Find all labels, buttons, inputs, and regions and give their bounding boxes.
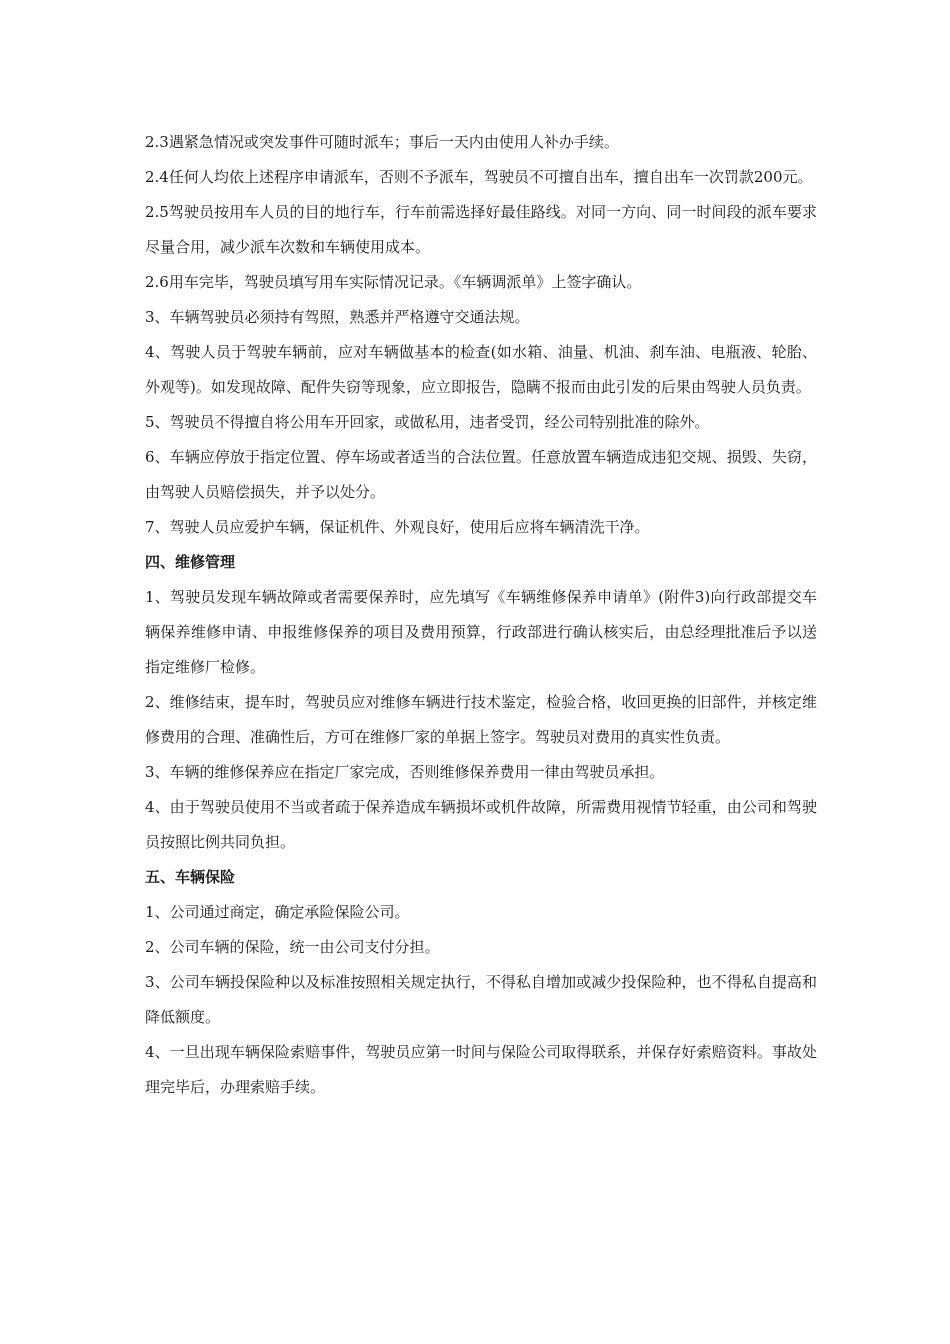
maintenance-item-2: 2、维修结束，提车时，驾驶员应对维修车辆进行技术鉴定，检验合格，收回更换的旧部件，并核定维修费用的合理、准确性后，方可在维修厂家的单据上签字。驾驶员对费用的真实性负责。 [145,693,817,746]
paragraph-item-3: 3、车辆驾驶员必须持有驾照，熟悉并严格遵守交通法规。 [145,308,530,326]
paragraph-2-5: 2.5驾驶员按用车人员的目的地行车，行车前需选择好最佳路线。对同一方向、同一时间段的派车要求尽量合用，减少派车次数和车辆使用成本。 [145,203,817,256]
paragraph-2-6: 2.6用车完毕，驾驶员填写用车实际情况记录。《车辆调派单》上签字确认。 [145,273,642,291]
maintenance-item-3: 3、车辆的维修保养应在指定厂家完成，否则维修保养费用一律由驾驶员承担。 [145,763,665,781]
document-body [145,125,817,1105]
insurance-item-1: 1、公司通过商定，确定承险保险公司。 [145,903,410,921]
section-heading-insurance: 五、车辆保险 [145,868,236,886]
paragraph-item-6: 6、车辆应停放于指定位置、停车场或者适当的合法位置。任意放置车辆造成违犯交规、损毁、失窃，由驾驶人员赔偿损失，并予以处分。 [145,448,817,501]
maintenance-item-1: 1、驾驶员发现车辆故障或者需要保养时，应先填写《车辆维修保养申请单》(附件3)向行政部提交车辆保养维修申请、申报维修保养的项目及费用预算，行政部进行确认核实后，由总经理批准后予以送指定维修厂检修。 [145,588,817,676]
paragraph-item-4: 4、驾驶人员于驾驶车辆前，应对车辆做基本的检查(如水箱、油量、机油、刹车油、电瓶液、轮胎、外观等)。如发现故障、配件失窃等现象，应立即报告，隐瞒不报而由此引发的后果由驾驶人员负责。 [145,343,817,396]
maintenance-item-4: 4、由于驾驶员使用不当或者疏于保养造成车辆损坏或机件故障，所需费用视情节轻重，由公司和驾驶员按照比例共同负担。 [145,798,817,851]
paragraph-2-4: 2.4任何人均依上述程序申请派车，否则不予派车，驾驶员不可擅自出车，擅自出车一次罚款200元。 [145,168,813,186]
section-heading-maintenance: 四、维修管理 [145,553,236,571]
insurance-item-3: 3、公司车辆投保险种以及标准按照相关规定执行，不得私自增加或减少投保险种，也不得私自提高和降低额度。 [145,973,817,1026]
paragraph-2-3: 2.3遇紧急情况或突发事件可随时派车；事后一天内由使用人补办手续。 [145,133,619,151]
insurance-item-2: 2、公司车辆的保险，统一由公司支付分担。 [145,938,440,956]
paragraph-item-5: 5、驾驶员不得擅自将公用车开回家，或做私用，违者受罚，经公司特别批准的除外。 [145,413,710,431]
paragraph-item-7: 7、驾驶人员应爱护车辆，保证机件、外观良好，使用后应将车辆清洗干净。 [145,518,650,536]
insurance-item-4: 4、一旦出现车辆保险索赔事件，驾驶员应第一时间与保险公司取得联系，并保存好索赔资料。事故处理完毕后，办理索赔手续。 [145,1043,817,1096]
